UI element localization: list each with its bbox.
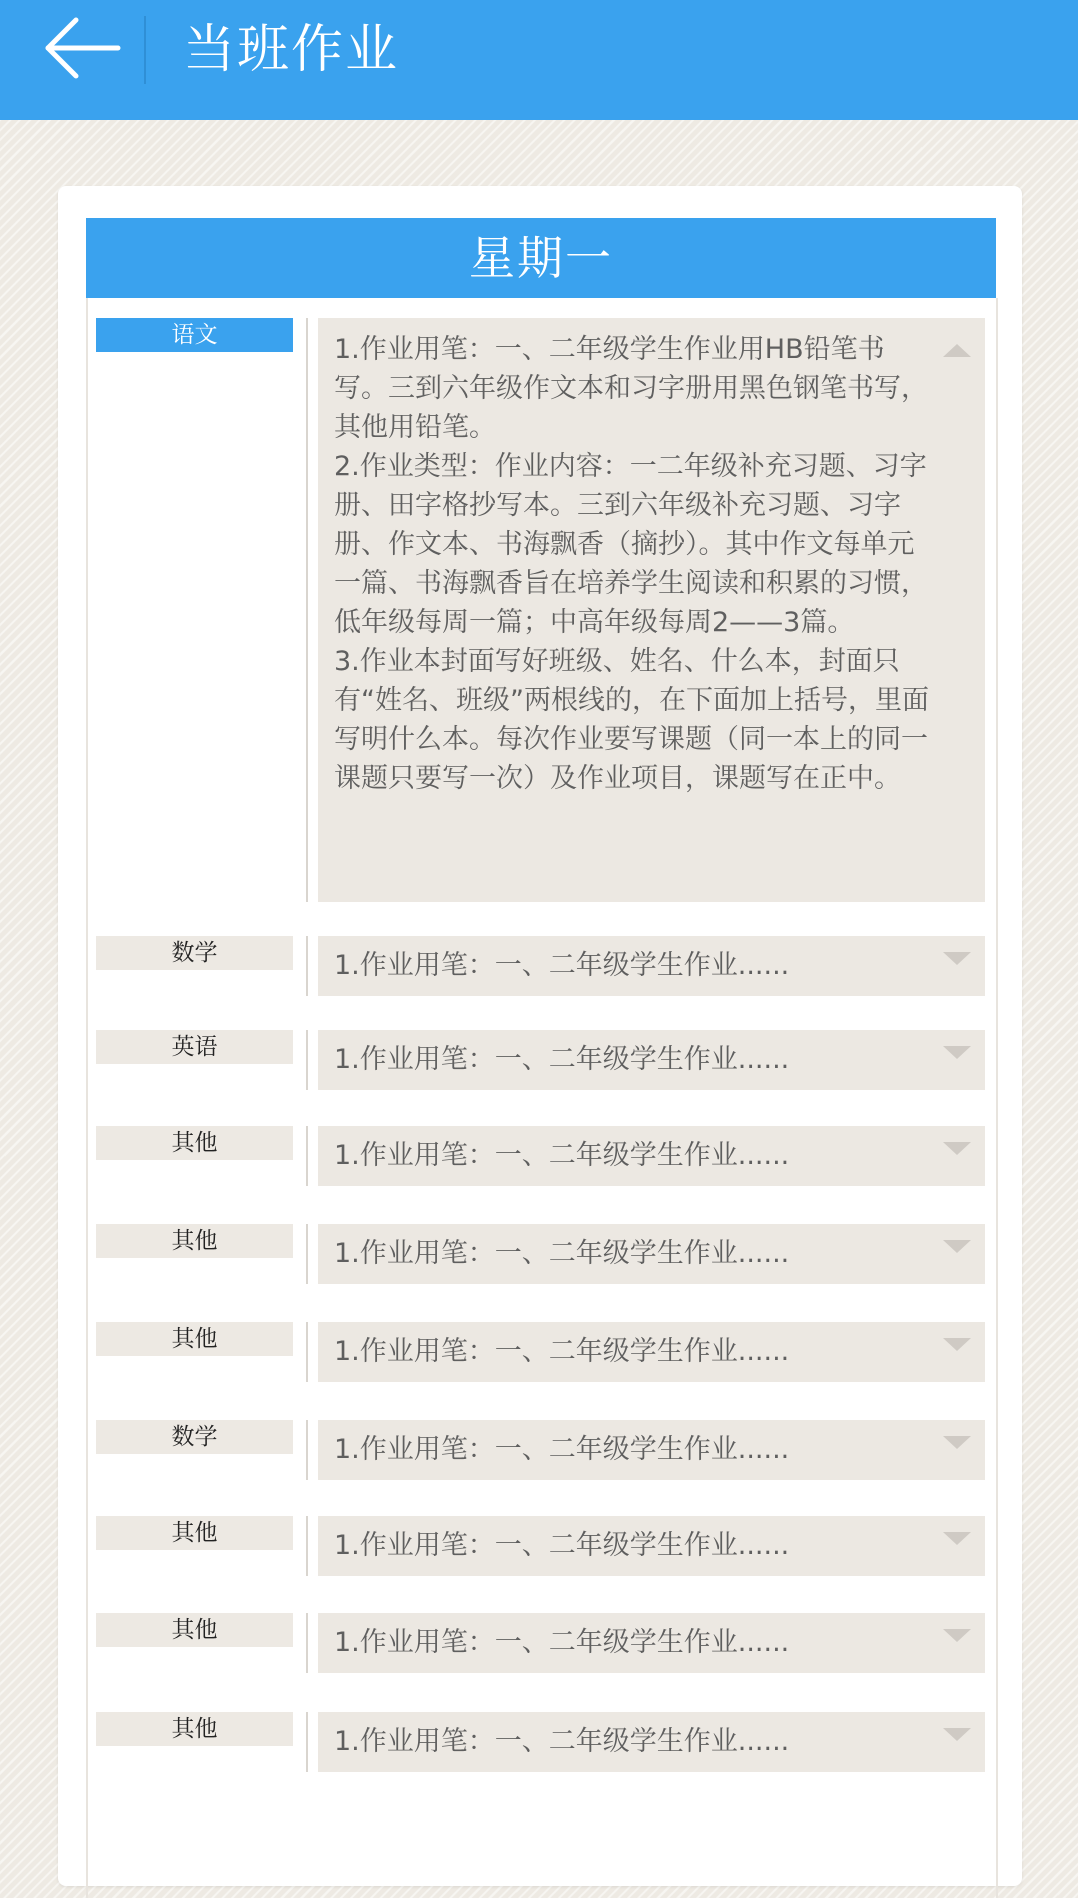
homework-row [58, 1712, 1022, 1776]
homework-row [58, 1613, 1022, 1677]
homework-text: 1.作业用笔：一、二年级学生作业...... [334, 1140, 790, 1171]
homework-row [58, 1420, 1022, 1484]
homework-row [58, 1030, 1022, 1094]
row-divider [306, 1613, 308, 1673]
homework-text: 1.作业用笔：一、二年级学生作业...... [334, 1336, 790, 1367]
subject-label: 其他 [96, 1613, 293, 1647]
row-divider [306, 936, 308, 996]
homework-text: 1.作业用笔：一、二年级学生作业用HB铅笔书写。三到六年级作文本和习字册用黑色钢笔书写，其他用铅笔。 2.作业类型：作业内容：一二年级补充习题、习字册、田字格抄写本。三到六年级补充习题、习字册、作文本、书海飘香（摘抄）。其中作文每单元一篇、书海飘香旨在培养学生阅读和积累的习惯，低年级每周一篇；中高年级每周2——3篇。 3.作业本封面写好班级、姓名、什么本，封面只有“姓名、班级”两根线的，在下面加上括号，里面写明什么本。每次作业要写课题（同一本上的同一课题只要写一次）及作业项目，课题写在正中。 [334, 334, 929, 794]
row-divider [306, 1126, 308, 1186]
caret-down-icon[interactable] [943, 952, 971, 965]
row-divider [306, 1224, 308, 1284]
subject-label: 其他 [96, 1516, 293, 1550]
homework-text: 1.作业用笔：一、二年级学生作业...... [334, 950, 790, 981]
row-divider [306, 318, 308, 902]
subject-label: 英语 [96, 1030, 293, 1064]
homework-detail-collapsed[interactable] [318, 1322, 985, 1382]
homework-text: 1.作业用笔：一、二年级学生作业...... [334, 1434, 790, 1465]
caret-down-icon[interactable] [943, 1728, 971, 1741]
subject-label: 数学 [96, 936, 293, 970]
caret-down-icon[interactable] [943, 1142, 971, 1155]
day-header: 星期一 [86, 218, 996, 298]
subject-label: 其他 [96, 1126, 293, 1160]
caret-down-icon[interactable] [943, 1240, 971, 1253]
arrow-left-icon [30, 10, 140, 110]
row-divider [306, 1322, 308, 1382]
row-divider [306, 1516, 308, 1576]
row-divider [306, 1420, 308, 1480]
homework-text: 1.作业用笔：一、二年级学生作业...... [334, 1726, 790, 1757]
homework-text: 1.作业用笔：一、二年级学生作业...... [334, 1238, 790, 1269]
subject-label: 其他 [96, 1224, 293, 1258]
homework-text: 1.作业用笔：一、二年级学生作业...... [334, 1044, 790, 1075]
subject-label: 语文 [96, 318, 293, 352]
homework-text: 1.作业用笔：一、二年级学生作业...... [334, 1627, 790, 1658]
homework-detail-expanded[interactable] [318, 318, 985, 902]
caret-down-icon[interactable] [943, 1532, 971, 1545]
subject-label: 其他 [96, 1322, 293, 1356]
homework-detail-collapsed[interactable] [318, 1030, 985, 1090]
homework-row [58, 1224, 1022, 1288]
homework-row [58, 318, 1022, 906]
homework-detail-collapsed[interactable] [318, 1420, 985, 1480]
homework-detail-collapsed[interactable] [318, 1613, 985, 1673]
subject-label: 其他 [96, 1712, 293, 1746]
caret-up-icon[interactable] [943, 344, 971, 357]
caret-down-icon[interactable] [943, 1436, 971, 1449]
caret-down-icon[interactable] [943, 1338, 971, 1351]
back-button[interactable] [30, 10, 140, 110]
homework-detail-collapsed[interactable] [318, 1126, 985, 1186]
caret-down-icon[interactable] [943, 1046, 971, 1059]
row-divider [306, 1712, 308, 1772]
subject-label: 数学 [96, 1420, 293, 1454]
page-title: 当班作业 [183, 20, 400, 80]
homework-card [58, 186, 1022, 1886]
homework-detail-collapsed[interactable] [318, 1712, 985, 1772]
homework-detail-collapsed[interactable] [318, 1224, 985, 1284]
row-divider [306, 1030, 308, 1090]
header-divider [144, 16, 146, 84]
homework-row [58, 936, 1022, 1000]
homework-text: 1.作业用笔：一、二年级学生作业...... [334, 1530, 790, 1561]
app-header [0, 0, 1078, 120]
homework-row [58, 1126, 1022, 1190]
homework-row [58, 1322, 1022, 1386]
homework-detail-collapsed[interactable] [318, 1516, 985, 1576]
caret-down-icon[interactable] [943, 1629, 971, 1642]
homework-detail-collapsed[interactable] [318, 936, 985, 996]
homework-row [58, 1516, 1022, 1580]
